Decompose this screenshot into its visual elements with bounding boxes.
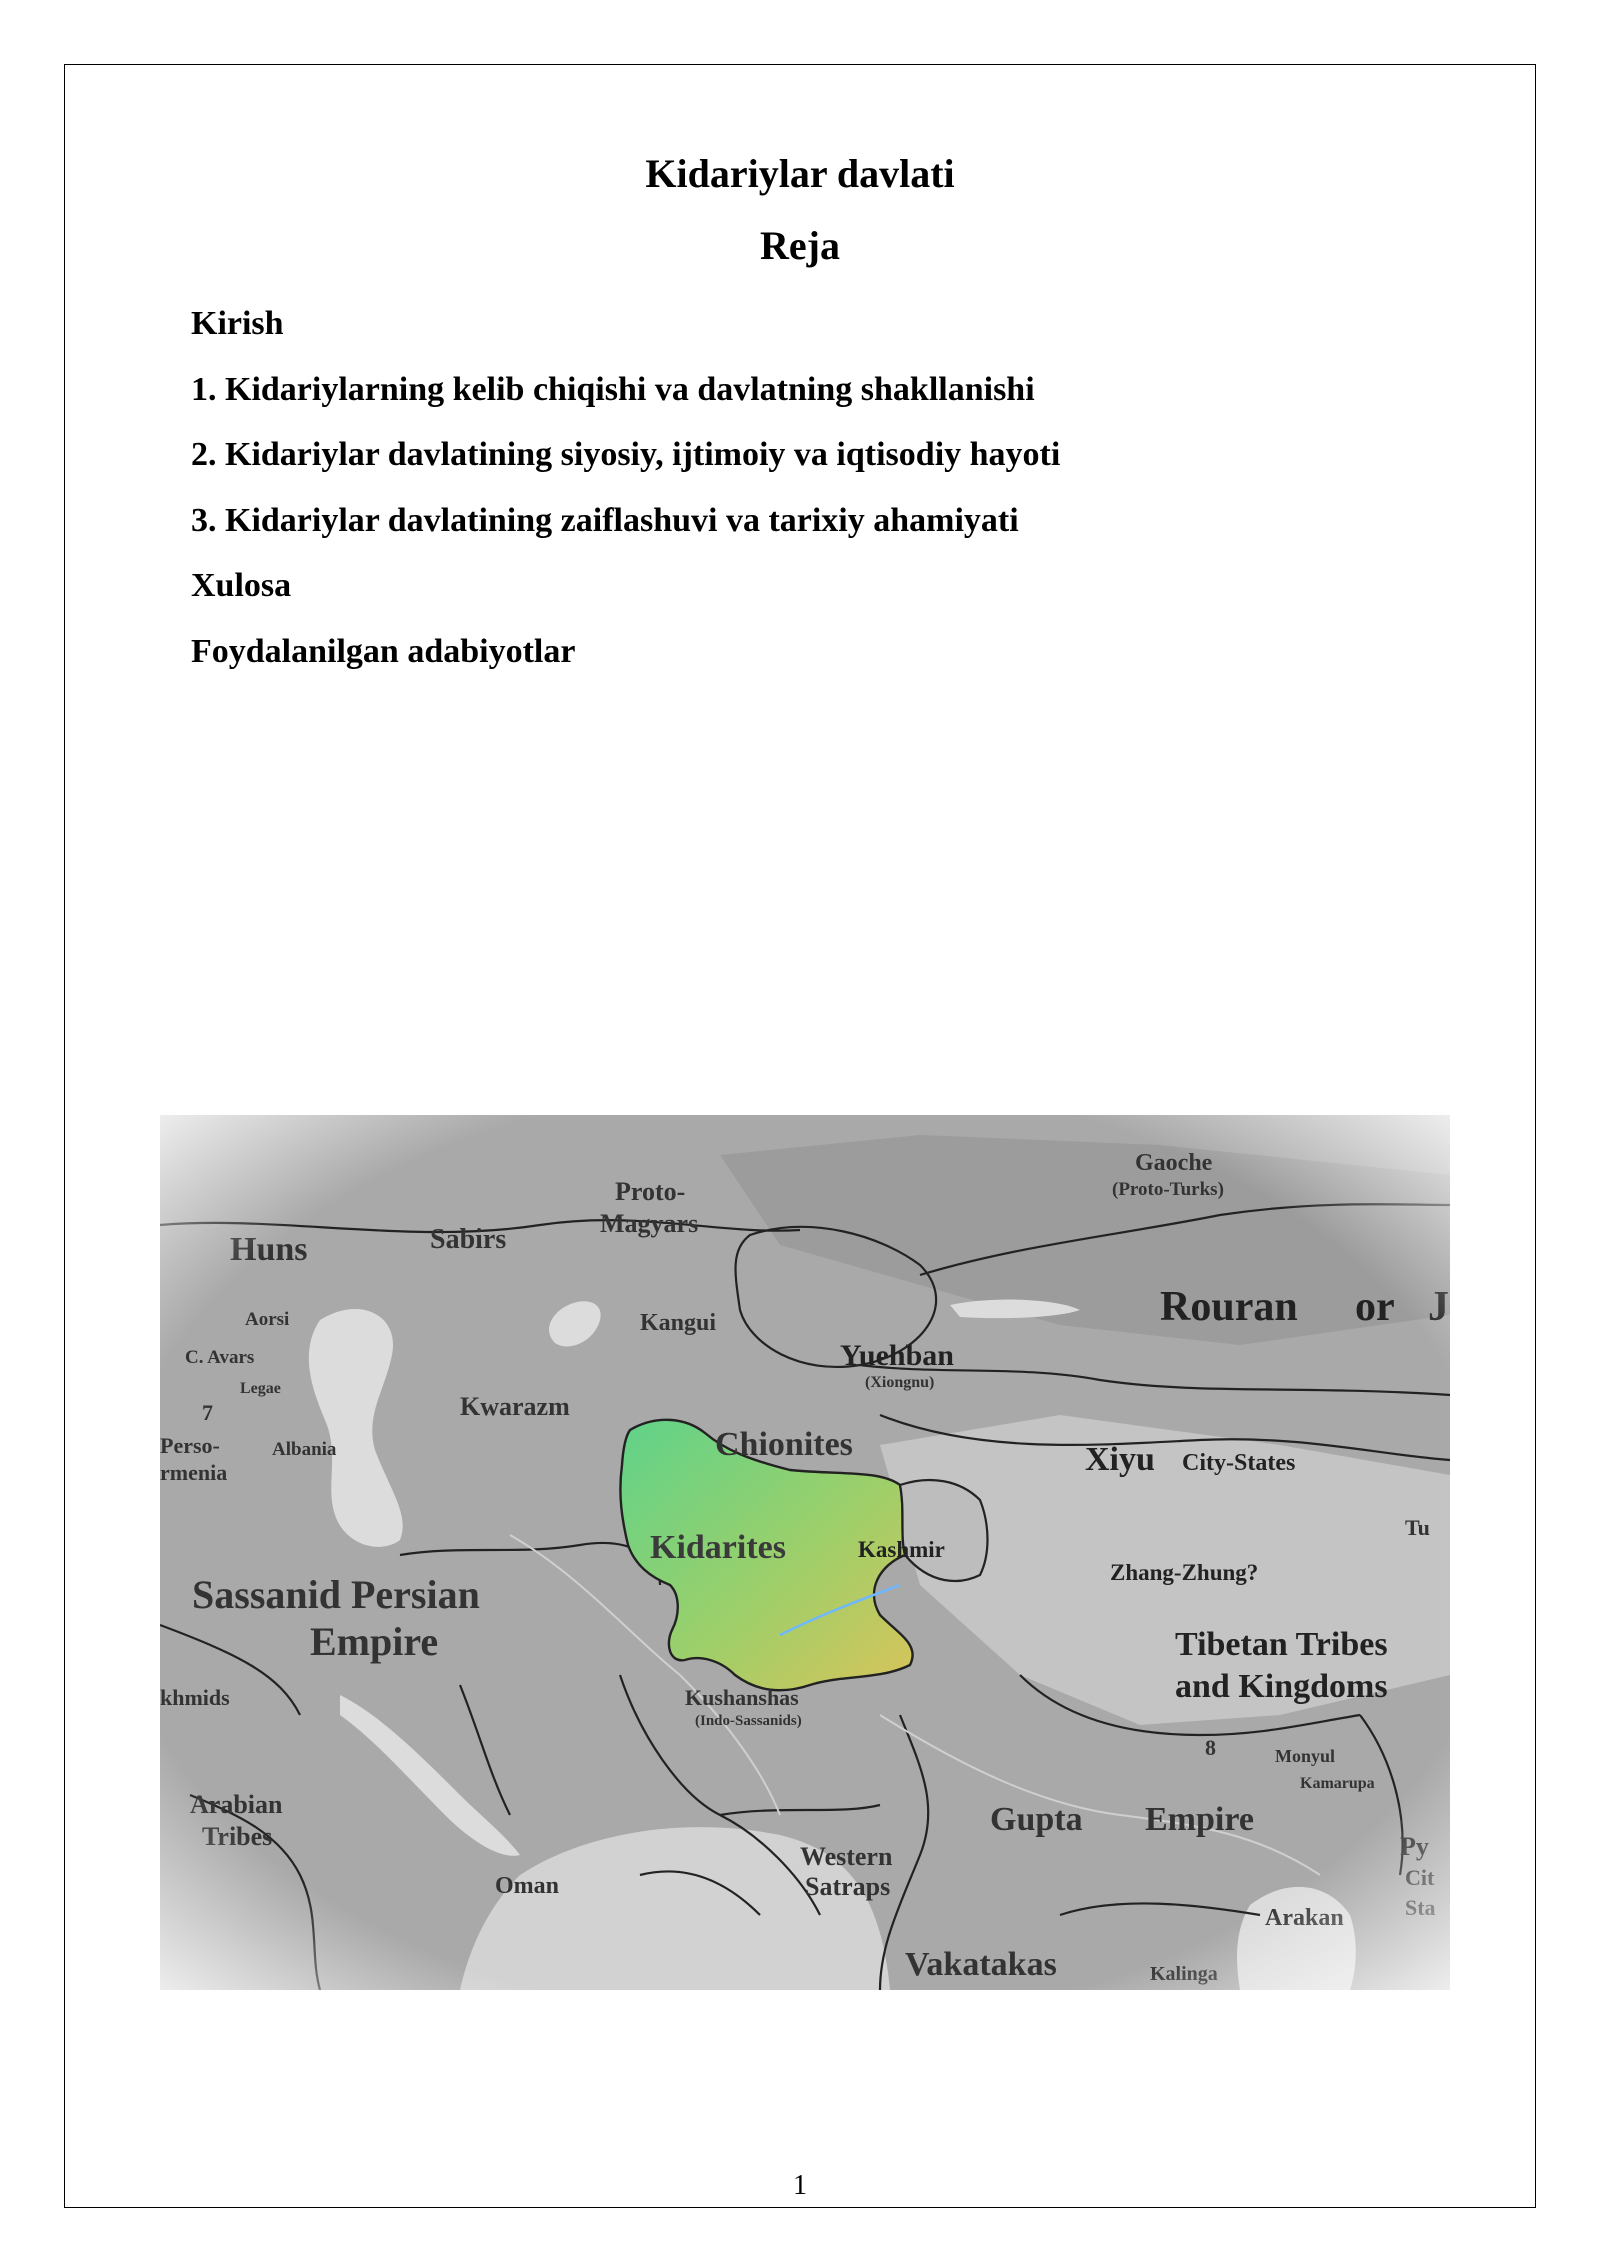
plan-item-references: Foydalanilgan adabiyotlar <box>191 632 576 670</box>
map-vignette <box>160 1115 1450 1990</box>
plan-item-3: 3. Kidariylar davlatining zaiflashuvi va tarixiy ahamiyati <box>191 501 1019 539</box>
plan-list <box>191 298 1060 691</box>
historical-map <box>160 1115 1450 1990</box>
document-subtitle: Reja <box>760 223 840 268</box>
plan-item-intro: Kirish <box>191 305 284 342</box>
plan-item-conclusion: Xulosa <box>191 567 292 604</box>
document-title: Kidariylar davlati <box>645 151 955 196</box>
plan-item-2: 2. Kidariylar davlatining siyosiy, ijtimoiy va iqtisodiy hayoti <box>191 436 1061 473</box>
page-number: 1 <box>793 2170 807 2201</box>
plan-item-1: 1. Kidariylarning kelib chiqishi va davlatning shakllanishi <box>191 370 1035 408</box>
